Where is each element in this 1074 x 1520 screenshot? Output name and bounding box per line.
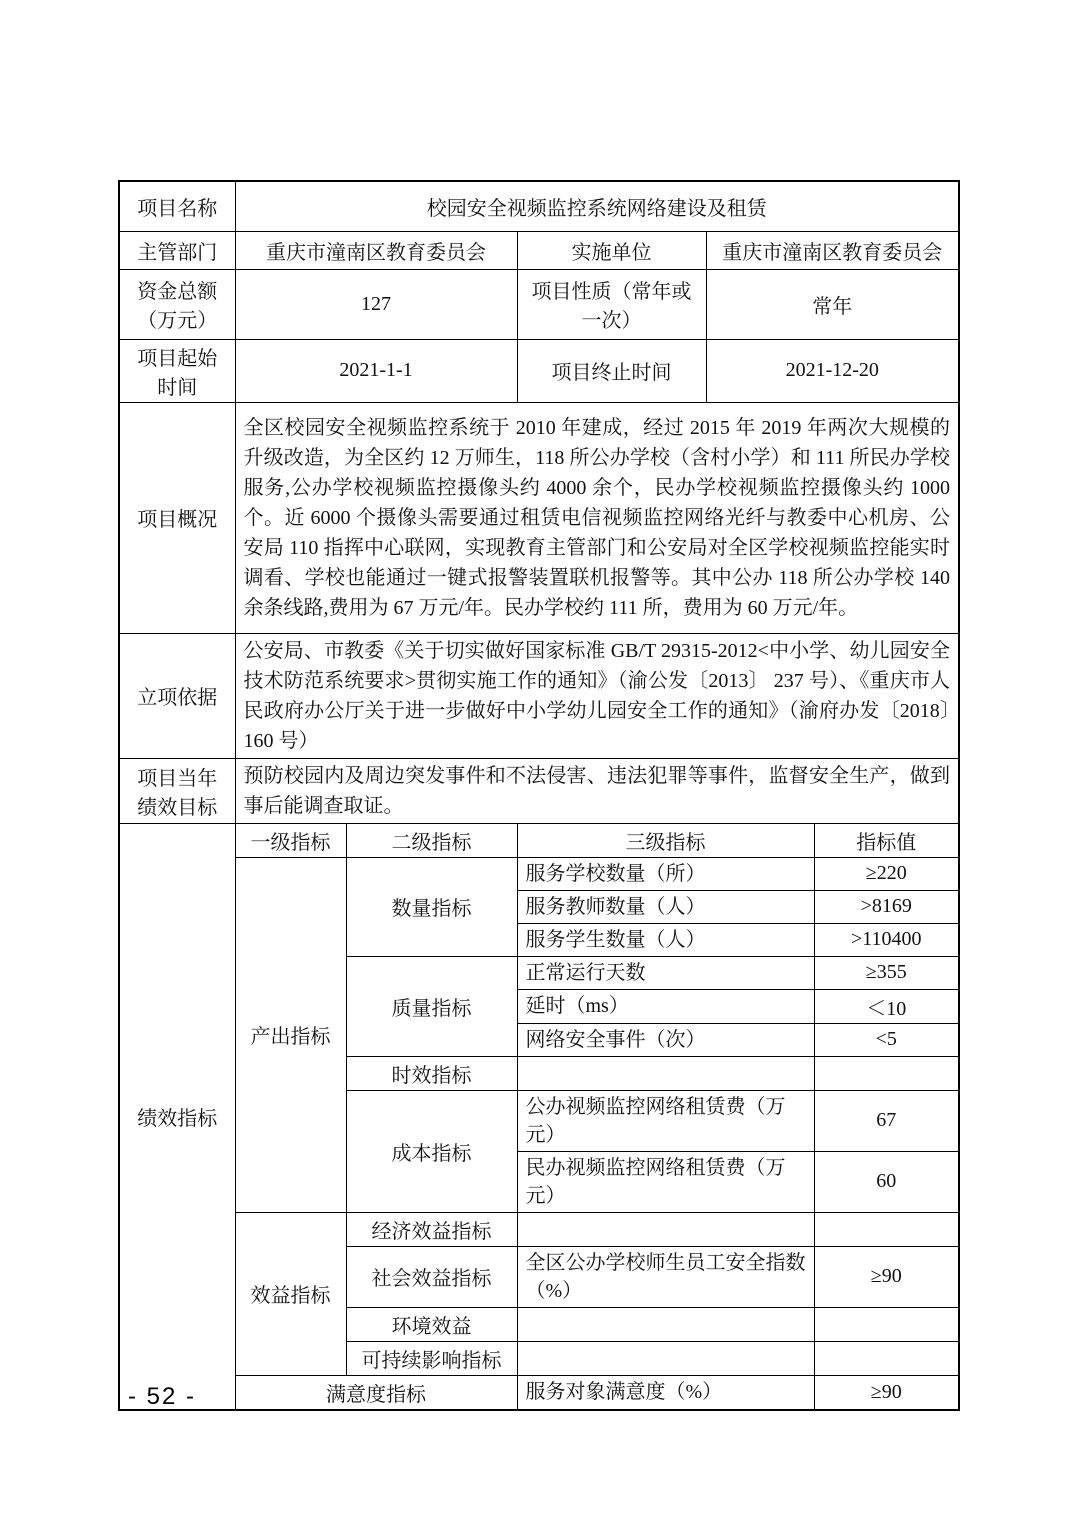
table-row-overview <box>119 402 959 633</box>
level1-satisfaction: 满意度指标 <box>235 1375 517 1410</box>
level2-quantity: 数量指标 <box>346 857 517 956</box>
table-row-metric <box>119 1375 959 1410</box>
metric-value: ≥355 <box>814 956 959 989</box>
table-row-dates <box>119 339 959 402</box>
fund-label: 资金总额（万元） <box>119 269 235 339</box>
metric-name: 正常运行天数 <box>517 956 814 989</box>
metric-name: 民办视频监控网络租赁费（万元） <box>517 1151 814 1212</box>
metric-value <box>814 1212 959 1246</box>
nature-value: 常年 <box>706 269 959 339</box>
table-row-indicator-header <box>119 823 959 857</box>
metric-value: ≥220 <box>814 857 959 890</box>
nature-label: 项目性质（常年或一次） <box>517 269 706 339</box>
metric-name: 延时（ms） <box>517 989 814 1023</box>
goal-text: 预防校园内及周边突发事件和不法侵害、违法犯罪等事件，监督安全生产，做到事后能调查取证。 <box>235 758 959 823</box>
table-row-metric <box>119 1212 959 1246</box>
metric-name: 服务学生数量（人） <box>517 923 814 956</box>
table-row-project-name <box>119 181 959 231</box>
metric-name <box>517 1212 814 1246</box>
end-date-value: 2021-12-20 <box>706 339 959 402</box>
project-name-value: 校园安全视频监控系统网络建设及租赁 <box>235 181 959 231</box>
metric-name <box>517 1056 814 1090</box>
table-row-department <box>119 231 959 269</box>
header-level3: 三级指标 <box>517 823 814 857</box>
header-level1: 一级指标 <box>235 823 346 857</box>
table-row-fund <box>119 269 959 339</box>
metric-value: ＜10 <box>814 989 959 1023</box>
level2-cost: 成本指标 <box>346 1090 517 1212</box>
metric-name: 网络安全事件（次） <box>517 1023 814 1056</box>
end-date-label: 项目终止时间 <box>517 339 706 402</box>
project-performance-table <box>118 180 960 1411</box>
metric-name: 服务教师数量（人） <box>517 890 814 923</box>
table-row-basis <box>119 633 959 758</box>
metric-value: 60 <box>814 1151 959 1212</box>
page-number: - 52 - <box>128 1383 197 1410</box>
metric-name: 全区公办学校师生员工安全指数（%） <box>517 1246 814 1307</box>
metric-value: <5 <box>814 1023 959 1056</box>
table-row-goal <box>119 758 959 823</box>
indicators-section-label: 绩效指标 <box>119 823 235 1410</box>
metric-name: 公办视频监控网络租赁费（万元） <box>517 1090 814 1151</box>
goal-label: 项目当年绩效目标 <box>119 758 235 823</box>
header-value: 指标值 <box>814 823 959 857</box>
level1-output: 产出指标 <box>235 857 346 1212</box>
basis-label: 立项依据 <box>119 633 235 758</box>
header-level2: 二级指标 <box>346 823 517 857</box>
fund-value: 127 <box>235 269 517 339</box>
metric-name <box>517 1307 814 1341</box>
overview-label: 项目概况 <box>119 402 235 633</box>
metric-value <box>814 1056 959 1090</box>
project-name-label: 项目名称 <box>119 181 235 231</box>
start-date-label: 项目起始时间 <box>119 339 235 402</box>
level2-timeliness: 时效指标 <box>346 1056 517 1090</box>
impl-value: 重庆市潼南区教育委员会 <box>706 231 959 269</box>
overview-text: 全区校园安全视频监控系统于 2010 年建成，经过 2015 年 2019 年两次大规模的升级改造，为全区约 12 万师生，118 所公办学校（含村小学）和 111 所民办学校服务,公办学校视频监控摄像头约 4000 余个，民办学校视频监控摄像头约 1000 个。近 6000 个摄像头需要通过租赁电信视频监控网络光纤与教委中心机房、公安局 110 指挥中心联网，实现教育主管部门和公安局对全区学校视频监控能实时调看、学校也能通过一键式报警装置联机报警等。其中公办 118 所公办学校 140 余条线路,费用为 67 万元/年。民办学校约 111 所，费用为 60 万元/年。 <box>235 402 959 633</box>
basis-text: 公安局、市教委《关于切实做好国家标准 GB/T 29315-2012<中小学、幼儿园安全技术防范系统要求>贯彻实施工作的通知》（渝公发〔2013〕 237 号）、《重庆市人民政府办公厅关于进一步做好中小学幼儿园安全工作的通知》（渝府办发〔2018〕160 号） <box>235 633 959 758</box>
impl-label: 实施单位 <box>517 231 706 269</box>
level1-benefit: 效益指标 <box>235 1212 346 1375</box>
level2-quality: 质量指标 <box>346 956 517 1056</box>
metric-value <box>814 1307 959 1341</box>
metric-value: >110400 <box>814 923 959 956</box>
level2-economic: 经济效益指标 <box>346 1212 517 1246</box>
start-date-value: 2021-1-1 <box>235 339 517 402</box>
metric-name: 服务对象满意度（%） <box>517 1375 814 1410</box>
metric-name: 服务学校数量（所） <box>517 857 814 890</box>
metric-value: ≥90 <box>814 1246 959 1307</box>
metric-value: 67 <box>814 1090 959 1151</box>
dept-label: 主管部门 <box>119 231 235 269</box>
level2-social: 社会效益指标 <box>346 1246 517 1307</box>
dept-value: 重庆市潼南区教育委员会 <box>235 231 517 269</box>
metric-value <box>814 1341 959 1375</box>
level2-environment: 环境效益 <box>346 1307 517 1341</box>
metric-name <box>517 1341 814 1375</box>
table-row-metric <box>119 857 959 890</box>
level2-sustainable: 可持续影响指标 <box>346 1341 517 1375</box>
metric-value: >8169 <box>814 890 959 923</box>
metric-value: ≥90 <box>814 1375 959 1410</box>
